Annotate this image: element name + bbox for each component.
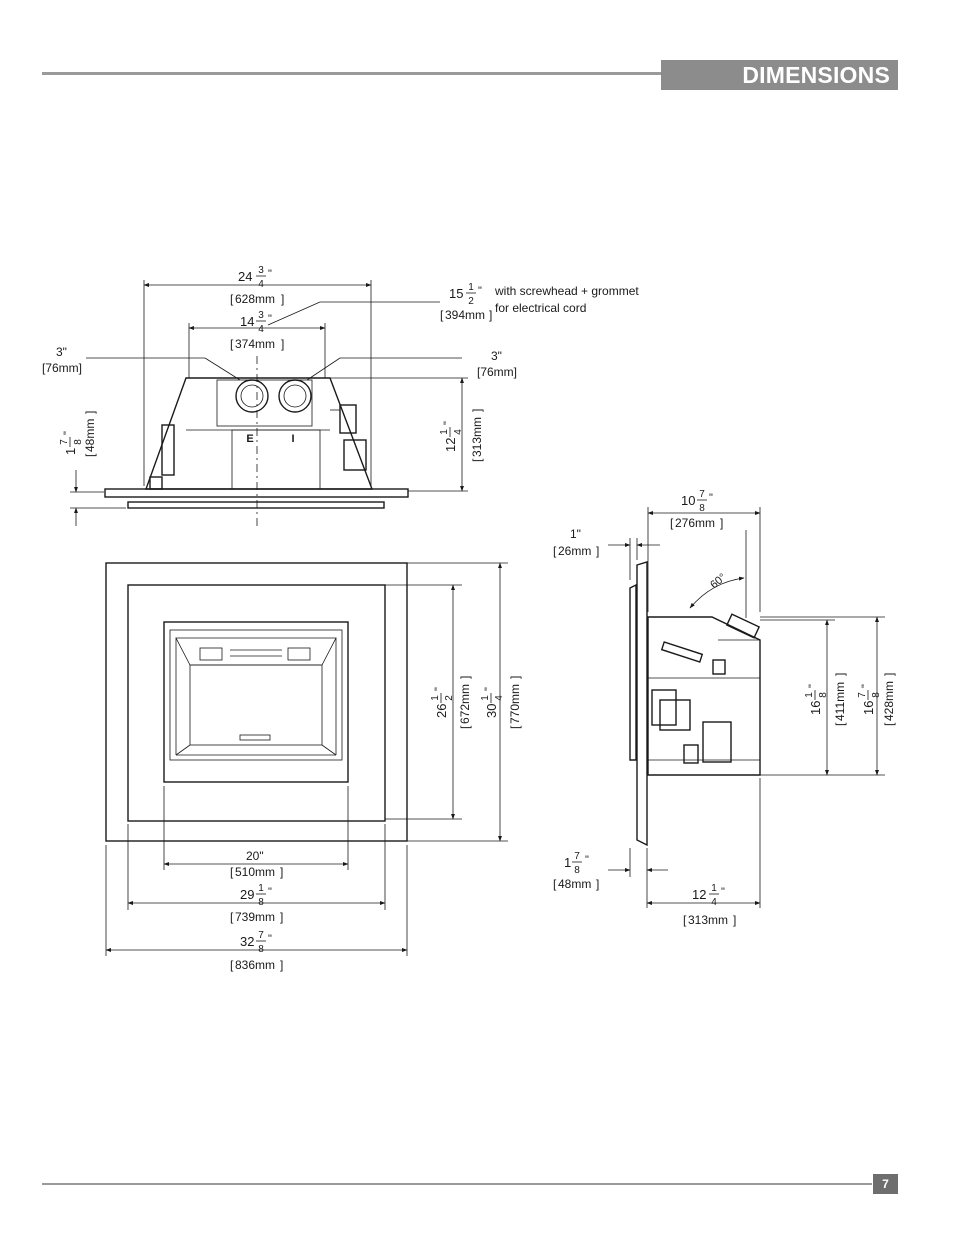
side-angle: 60° <box>708 571 729 592</box>
side-ha-den: 8 <box>818 692 829 698</box>
top-view <box>42 265 639 526</box>
top-height-whole: 12 <box>443 437 458 452</box>
top-overall-mm: 628mm <box>235 292 276 306</box>
top-height-num: 1 <box>439 429 450 435</box>
front-overall-mm: 836mm <box>235 958 276 972</box>
front-overallh-unit: " <box>483 687 495 691</box>
top-cord-den: 2 <box>468 296 474 307</box>
firebox-frame <box>164 622 348 782</box>
top-inner-rbr: ] <box>281 337 285 351</box>
side-depth-unit: " <box>721 886 725 898</box>
front-mid-whole: 29 <box>240 887 255 902</box>
front-innerh-whole: 26 <box>434 703 449 718</box>
svg-text:]: ] <box>720 516 724 530</box>
side-depth-den: 4 <box>711 897 717 908</box>
front-innerh-den: 2 <box>444 695 455 701</box>
vent-right-mm: [76mm] <box>477 365 518 379</box>
front-overall-den: 8 <box>258 944 264 955</box>
front-mid-den: 8 <box>258 897 264 908</box>
svg-text:[: [ <box>470 458 484 462</box>
firebox-back <box>190 665 322 745</box>
side-face-in: 1" <box>570 527 581 541</box>
svg-text:]: ] <box>882 672 896 676</box>
side-flange-whole: 1 <box>564 855 572 870</box>
side-top-mm: 276mm <box>675 516 716 530</box>
top-overall-num: 3 <box>258 265 264 276</box>
top-height-den: 4 <box>453 429 464 435</box>
vent-right-in: 3" <box>491 349 502 363</box>
svg-text:[: [ <box>230 958 234 972</box>
svg-text:[: [ <box>882 722 896 726</box>
top-trim <box>128 502 384 508</box>
top-overall-lbr: [ <box>230 292 234 306</box>
top-cord-rbr: ] <box>489 308 493 322</box>
side-ha-whole: 16 <box>808 700 823 715</box>
front-mid-mm: 739mm <box>235 910 276 924</box>
side-top-whole: 10 <box>681 493 696 508</box>
side-flange-mm: 48mm <box>558 877 592 891</box>
side-ha-unit: " <box>807 684 819 688</box>
svg-text:]: ] <box>596 544 600 558</box>
top-inner-den: 4 <box>258 324 264 335</box>
svg-text:[: [ <box>833 722 847 726</box>
side-face-mm: 26mm <box>558 544 592 558</box>
svg-text:]: ] <box>280 910 284 924</box>
top-height-mm: 313mm <box>470 416 484 457</box>
front-overallh-whole: 30 <box>484 703 499 718</box>
svg-text:]: ] <box>470 408 484 412</box>
svg-text:]: ] <box>458 675 472 679</box>
intake-label: I <box>291 433 295 445</box>
cord-note-2: for electrical cord <box>495 301 587 315</box>
svg-text:[: [ <box>83 453 97 457</box>
front-overallh-mm: 770mm <box>508 683 522 724</box>
side-face <box>630 585 636 760</box>
page-title: DIMENSIONS <box>661 60 898 90</box>
top-flange-unit: " <box>62 431 74 435</box>
side-depth-whole: 12 <box>692 887 707 902</box>
side-ha-num: 1 <box>804 692 815 698</box>
side-hb-den: 8 <box>871 692 882 698</box>
front-opening-mm: 510mm <box>235 865 276 879</box>
front-overallh-num: 1 <box>480 695 491 701</box>
top-cord-whole: 15 <box>449 286 464 301</box>
side-view <box>553 489 896 927</box>
svg-text:[: [ <box>553 877 557 891</box>
front-surround-inner <box>128 585 385 821</box>
front-mid-unit: " <box>268 886 272 898</box>
svg-text:[: [ <box>230 910 234 924</box>
side-body <box>648 617 760 775</box>
top-flange-den: 8 <box>73 439 84 445</box>
side-top-den: 8 <box>699 503 705 514</box>
front-overall-whole: 32 <box>240 934 255 949</box>
front-innerh-num: 1 <box>430 695 441 701</box>
top-inner-unit: " <box>268 313 272 325</box>
top-cord-unit: " <box>478 285 482 297</box>
side-hb-unit: " <box>860 684 872 688</box>
cord-note-1: with screwhead + grommet <box>495 284 639 298</box>
front-mid-num: 1 <box>258 883 264 894</box>
front-opening-in: 20" <box>246 849 264 863</box>
top-inner-whole: 14 <box>240 314 255 329</box>
side-flange-unit: " <box>585 854 589 866</box>
front-overall-num: 7 <box>258 930 264 941</box>
top-overall-rbr: ] <box>281 292 285 306</box>
top-flange <box>105 489 408 497</box>
top-flange-mm: 48mm <box>83 418 97 452</box>
side-ha-mm: 411mm <box>833 681 847 721</box>
top-flange-num: 7 <box>59 439 70 445</box>
top-overall-unit: " <box>268 268 272 280</box>
top-overall-den: 4 <box>258 279 264 290</box>
top-cord-mm: 394mm <box>445 308 486 322</box>
svg-text:[: [ <box>553 544 557 558</box>
side-hb-whole: 16 <box>861 700 876 715</box>
top-flange-whole: 1 <box>63 447 78 455</box>
left-bracket <box>162 425 174 475</box>
front-innerh-mm: 672mm <box>458 683 472 724</box>
top-inner-mm: 374mm <box>235 337 276 351</box>
svg-text:]: ] <box>733 913 737 927</box>
svg-text:[: [ <box>458 725 472 729</box>
top-cord-lbr: [ <box>440 308 444 322</box>
control-box <box>703 722 731 762</box>
front-overall-unit: " <box>268 933 272 945</box>
svg-text:]: ] <box>833 672 847 676</box>
side-tube <box>662 642 703 662</box>
svg-text:]: ] <box>508 675 522 679</box>
front-overallh-den: 4 <box>494 695 505 701</box>
valve-body <box>652 690 676 725</box>
top-overall-whole: 24 <box>238 269 253 284</box>
svg-text:]: ] <box>83 410 97 414</box>
svg-text:[: [ <box>230 865 234 879</box>
side-top-unit: " <box>709 492 713 504</box>
side-depth-mm: 313mm <box>688 913 729 927</box>
top-cord-num: 1 <box>468 282 474 293</box>
side-hb-mm: 428mm <box>882 680 896 721</box>
svg-text:]: ] <box>596 877 600 891</box>
page-number: 7 <box>873 1174 898 1194</box>
exhaust-label: E <box>246 433 254 445</box>
top-height-unit: " <box>442 421 454 425</box>
vent-left-in: 3" <box>56 345 67 359</box>
svg-text:[: [ <box>508 725 522 729</box>
svg-text:[: [ <box>670 516 674 530</box>
front-view <box>106 563 522 972</box>
top-inner-lbr: [ <box>230 337 234 351</box>
side-flange-num: 7 <box>574 851 580 862</box>
front-surround-outer <box>106 563 407 841</box>
side-hb-num: 7 <box>857 692 868 698</box>
side-top-num: 7 <box>699 489 705 500</box>
svg-text:]: ] <box>280 958 284 972</box>
vent-left-mm: [76mm] <box>42 361 83 375</box>
front-innerh-unit: " <box>433 687 445 691</box>
svg-text:[: [ <box>683 913 687 927</box>
side-depth-num: 1 <box>711 883 717 894</box>
top-inner-num: 3 <box>258 310 264 321</box>
side-trim <box>637 562 647 845</box>
svg-text:]: ] <box>280 865 284 879</box>
side-flange-den: 8 <box>574 865 580 876</box>
top-body <box>146 378 372 489</box>
